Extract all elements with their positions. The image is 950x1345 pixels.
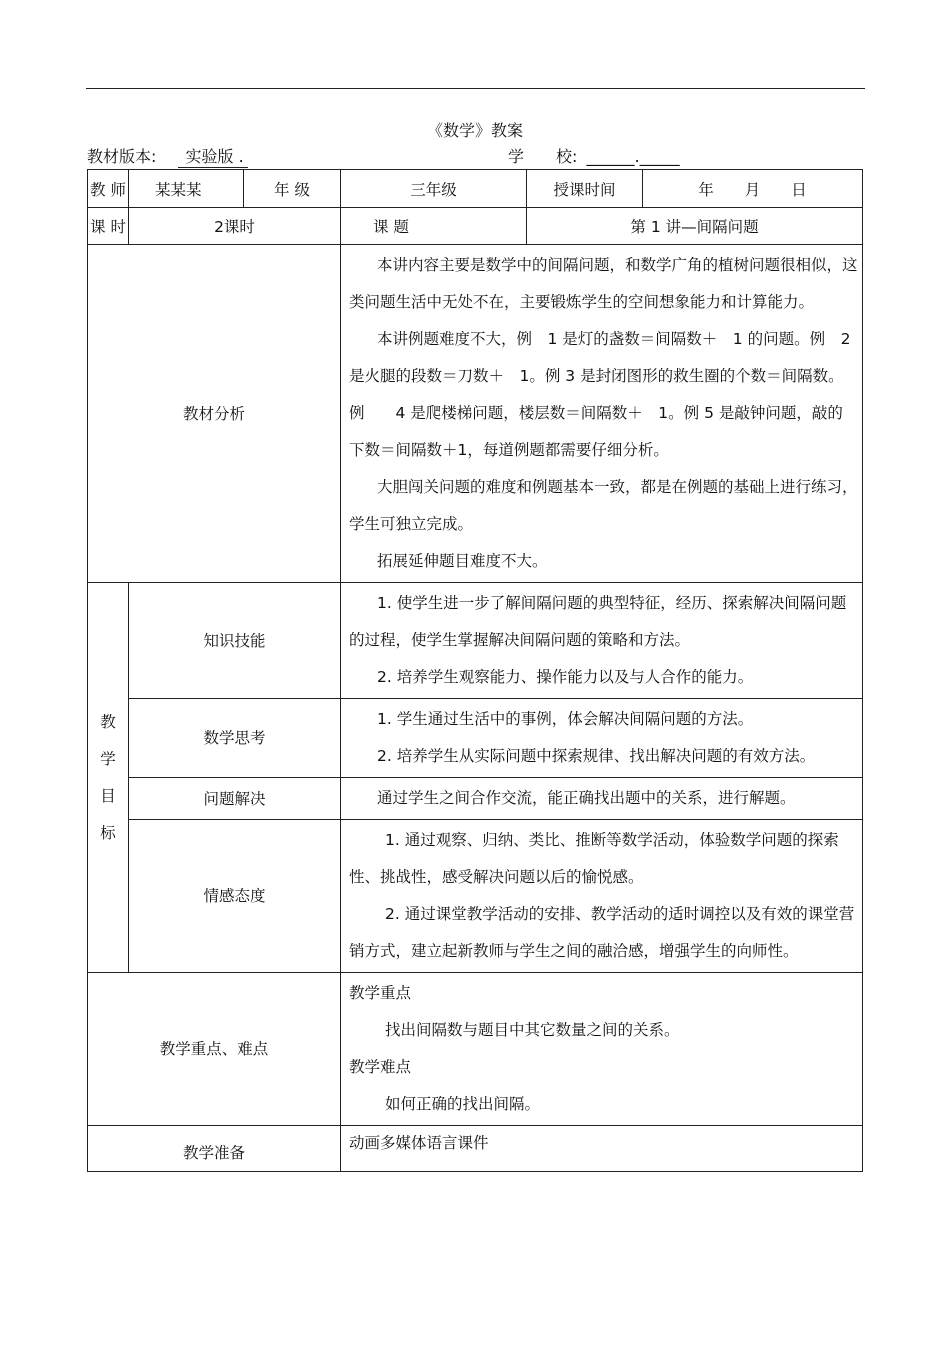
focus-text: 找出间隔数与题目中其它数量之间的关系。 xyxy=(385,1021,680,1039)
knowledge-paragraph-2: 2. 培养学生观察能力、操作能力以及与人合作的能力。 xyxy=(377,668,754,686)
table-row-solving xyxy=(88,778,863,820)
teacher-label: 教 师 xyxy=(88,170,129,208)
top-rule xyxy=(86,88,865,89)
school-value: ______._____ xyxy=(586,147,680,166)
document-title: 《数学》教案 xyxy=(426,121,523,140)
attitude-label: 情感态度 xyxy=(129,820,341,973)
attitude-paragraph-1: 1. 通过观察、归纳、类比、推断等数学活动，体验数学问题的探索性、挑战性，感受解决问题以后的愉悦感。 xyxy=(349,831,839,886)
focus-title: 教学重点 xyxy=(349,984,412,1002)
table-row-teacher xyxy=(88,170,863,208)
thinking-content xyxy=(341,699,863,778)
objectives-char-4: 标 xyxy=(100,823,116,842)
hours-value: 2课时 xyxy=(129,208,341,245)
textbook-value: 实验版 . xyxy=(178,147,248,168)
time-label: 授课时间 xyxy=(527,170,643,207)
thinking-paragraph-1: 1. 学生通过生活中的事例，体会解决间隔问题的方法。 xyxy=(377,710,754,728)
analysis-content xyxy=(341,245,863,583)
knowledge-paragraph-1: 1. 使学生进一步了解间隔问题的典型特征，经历、探索解决间隔问题的过程，使学生掌握解决间隔问题的策略和方法。 xyxy=(349,594,847,649)
knowledge-label: 知识技能 xyxy=(129,583,341,699)
table-row-knowledge xyxy=(88,583,863,699)
grade-label: 年 级 xyxy=(244,170,341,208)
table-row-attitude xyxy=(88,820,863,973)
table-row-thinking xyxy=(88,699,863,778)
objectives-char-3: 目 xyxy=(100,786,116,805)
attitude-paragraph-2: 2. 通过课堂教学活动的安排、教学活动的适时调控以及有效的课堂营销方式，建立起新教师与学生之间的融洽感，增强学生的向师性。 xyxy=(349,905,855,960)
preparation-label: 教学准备 xyxy=(88,1126,341,1172)
school-label: 学 校: xyxy=(508,147,578,166)
solving-label: 问题解决 xyxy=(129,778,341,820)
keypoints-content xyxy=(341,973,863,1126)
table-row-analysis xyxy=(88,245,863,583)
table-row-hours xyxy=(88,208,863,245)
knowledge-content xyxy=(341,583,863,699)
thinking-label: 数学思考 xyxy=(129,699,341,778)
lesson-plan-table xyxy=(87,169,863,1172)
analysis-paragraph-4: 拓展延伸题目难度不大。 xyxy=(377,552,548,570)
table-row-preparation xyxy=(88,1126,863,1172)
difficulty-title: 教学难点 xyxy=(349,1058,412,1076)
analysis-label: 教材分析 xyxy=(88,245,341,583)
difficulty-text: 如何正确的找出间隔。 xyxy=(385,1095,541,1113)
keypoints-label: 教学重点、难点 xyxy=(88,973,341,1126)
time-value: 年 月 日 xyxy=(698,180,807,199)
teacher-value: 某某某 xyxy=(129,170,244,208)
school xyxy=(508,144,680,167)
objectives-char-1: 教 xyxy=(100,712,116,731)
topic-value: 第 1 讲—间隔问题 xyxy=(527,208,863,245)
objectives-label xyxy=(88,583,129,973)
analysis-paragraph-2: 本讲例题难度不大，例 1 是灯的盏数＝间隔数＋ 1 的问题。例 2 是火腿的段数＝刀数＋ 1。例 3 是封闭图形的救生圈的个数＝间隔数。例 4 是爬楼梯问题，楼层数＝间隔数＋ 1。例 5 是敲钟问题，敲的下数＝间隔数＋1，每道例题都需要仔细分析。 xyxy=(349,330,851,459)
textbook-label: 教材版本: xyxy=(87,147,157,166)
textbook-version xyxy=(87,144,248,168)
topic-label: 课 题 xyxy=(341,208,527,245)
hours-label: 课 时 xyxy=(88,208,129,245)
preparation-value: 动画多媒体语言课件 xyxy=(349,1134,489,1152)
analysis-paragraph-3: 大胆闯关问题的难度和例题基本一致，都是在例题的基础上进行练习，学生可独立完成。 xyxy=(349,478,858,533)
thinking-paragraph-2: 2. 培养学生从实际问题中探索规律、找出解决问题的有效方法。 xyxy=(377,747,816,765)
solving-paragraph-1: 通过学生之间合作交流，能正确找出题中的关系，进行解题。 xyxy=(377,789,796,807)
objectives-char-2: 学 xyxy=(100,749,116,768)
preparation-content xyxy=(341,1126,863,1172)
analysis-paragraph-1: 本讲内容主要是数学中的间隔问题，和数学广角的植树问题很相似，这类问题生活中无处不在，主要锻炼学生的空间想象能力和计算能力。 xyxy=(349,256,858,311)
attitude-content xyxy=(341,820,863,973)
solving-content xyxy=(341,778,863,820)
grade-value: 三年级 xyxy=(341,170,527,208)
time-cell xyxy=(527,170,863,208)
table-row-keypoints xyxy=(88,973,863,1126)
